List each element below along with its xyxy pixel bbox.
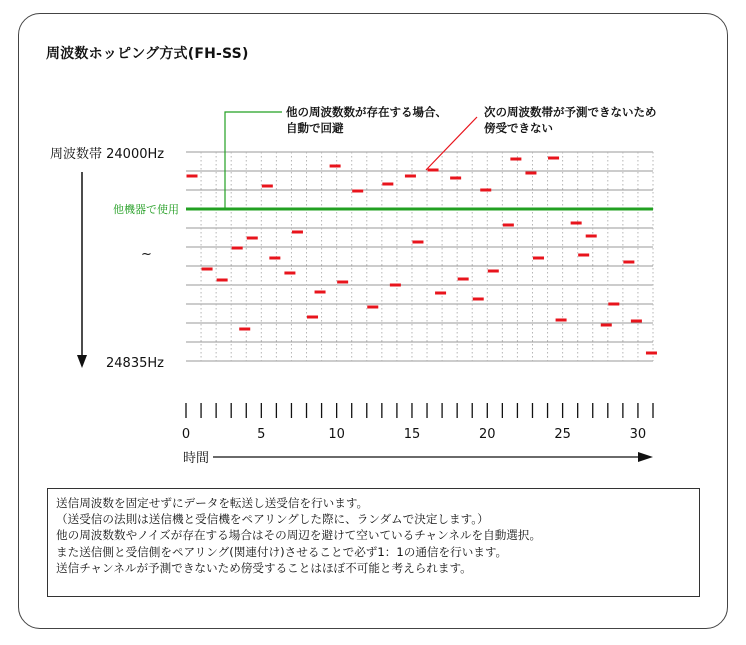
hop-marker [488, 270, 499, 273]
hop-marker [315, 291, 326, 294]
hop-marker [187, 175, 198, 178]
hop-marker [217, 279, 228, 282]
unpredictable-annotation-line2: 傍受できない [484, 121, 553, 135]
note-line: （送受信の法則は送信機と受信機をペアリングした際に、ランダムで決定します。） [56, 512, 489, 527]
time-tick-label: 25 [554, 427, 571, 442]
hop-marker [367, 306, 378, 309]
hop-marker [586, 235, 597, 238]
hop-marker [284, 272, 295, 275]
hop-marker [330, 165, 341, 168]
note-line: 他の周波数数やノイズが存在する場合はその周辺を避けて空いているチャンネルを自動選択。 [56, 528, 542, 543]
hop-marker [352, 190, 363, 193]
hop-markers [187, 157, 657, 355]
time-ticks [186, 403, 653, 418]
time-tick-labels [182, 427, 646, 442]
hop-marker [239, 328, 250, 331]
hop-marker [412, 241, 423, 244]
hop-marker [337, 281, 348, 284]
hop-marker [533, 257, 544, 260]
unpredictable-annotation-line1: 次の周波数帯が予測できないため [484, 105, 657, 119]
avoid-annotation-line1: 他の周波数数が存在する場合、 [286, 105, 447, 119]
time-tick-label: 0 [181, 427, 191, 442]
band-end-label: 24835Hz [106, 356, 164, 371]
hop-marker [556, 319, 567, 322]
hop-marker [262, 185, 273, 188]
band-start-label: 周波数帯 24000Hz [50, 147, 165, 162]
note-line: また送信側と受信側をペアリング(関連付け)させることで必ず1：1の通信を行います。 [56, 544, 508, 559]
hop-marker [435, 292, 446, 295]
hop-marker [382, 183, 393, 186]
diagram-title: 周波数ホッピング方式(FH-SS) [46, 46, 249, 62]
hop-marker [571, 222, 582, 225]
hop-marker [202, 268, 213, 271]
time-tick-label: 30 [629, 427, 647, 442]
hop-marker [601, 324, 612, 327]
unpredictable-annotation-leader [426, 117, 477, 170]
hop-marker [473, 298, 484, 301]
hop-marker [269, 257, 280, 260]
hop-marker [428, 169, 439, 172]
time-tick-label: 20 [479, 427, 496, 442]
occupied-channel-label: 他機器で使用 [113, 203, 179, 216]
avoid-annotation-leader [225, 112, 282, 209]
hop-marker [480, 189, 491, 192]
hop-marker [525, 172, 536, 175]
time-axis-arrowhead [638, 452, 653, 462]
description-box [47, 488, 700, 597]
hop-marker [292, 231, 303, 234]
hop-marker [646, 352, 657, 355]
frequency-axis-arrowhead [77, 355, 87, 368]
approx-symbol: ~ [141, 247, 152, 262]
note-line: 送信チャンネルが予測できないため傍受することはほぼ不可能と考えられます。 [56, 560, 472, 575]
note-line: 送信周波数を固定せずにデータを転送し送受信を行います。 [56, 496, 369, 510]
time-tick-label: 10 [328, 427, 345, 442]
hop-marker [390, 284, 401, 287]
hop-marker [247, 237, 258, 240]
hop-marker [307, 316, 318, 319]
avoid-annotation-line2: 自動で回避 [286, 121, 344, 135]
hop-marker [623, 261, 634, 264]
hop-marker [503, 224, 514, 227]
hop-marker [450, 177, 461, 180]
hop-marker [578, 254, 589, 257]
hop-marker [631, 320, 642, 323]
hop-marker [548, 157, 559, 160]
hop-marker [608, 303, 619, 306]
time-axis-label: 時間 [183, 451, 210, 466]
hop-marker [405, 175, 416, 178]
time-tick-label: 15 [403, 427, 421, 442]
hop-marker [458, 278, 469, 281]
hop-marker [232, 247, 243, 250]
hop-marker [510, 158, 521, 161]
time-tick-label: 5 [257, 427, 266, 442]
